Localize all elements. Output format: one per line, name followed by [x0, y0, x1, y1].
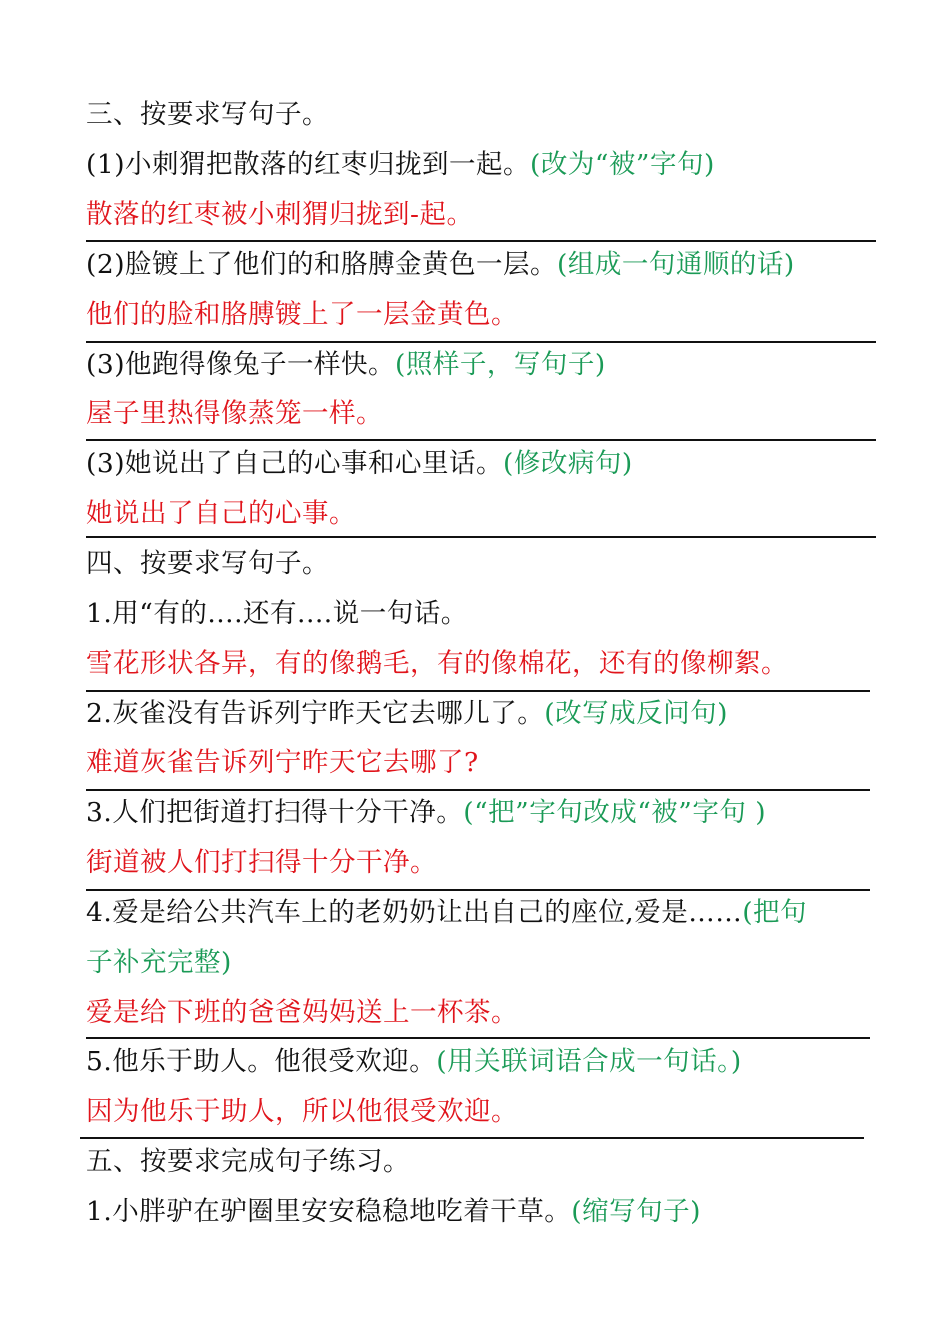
answer-text: 他们的脸和胳膊镀上了一层金黄色。 [86, 299, 518, 330]
question-text: (3)他跑得像兔子一样快。 [86, 349, 396, 380]
question-hint: (缩写句子) [571, 1196, 701, 1227]
question-line [86, 148, 890, 182]
answer-text: 她说出了自己的心事。 [86, 498, 356, 529]
answer-rule [86, 1037, 870, 1039]
answer-text: 街道被人们打扫得十分干净。 [86, 847, 437, 878]
question-text: 2.灰雀没有告诉列宁昨天它去哪儿了。 [86, 698, 545, 729]
answer-rule [86, 240, 876, 242]
section-heading: 五、按要求完成句子练习。 [86, 1146, 410, 1177]
question-hint: (用关联词语合成一句话。) [436, 1046, 742, 1077]
section-heading: 四、按要求写句子。 [86, 548, 329, 579]
section-heading: 三、按要求写句子。 [86, 99, 329, 130]
question-line [86, 1045, 890, 1079]
question-hint: (把句 [742, 897, 808, 928]
question-line [86, 597, 890, 631]
question-hint: (照样子，写句子) [395, 349, 606, 380]
question-line [86, 248, 890, 282]
question-line [86, 697, 890, 731]
question-hint-continuation: 子补充完整) [86, 947, 232, 978]
question-hint: (“把”字句改成“被”字句 ) [463, 797, 767, 828]
answer-text: 屋子里热得像蒸笼一样。 [86, 398, 383, 429]
question-hint: (修改病句) [503, 448, 633, 479]
answer-rule [86, 439, 876, 441]
question-text: (3)她说出了自己的心事和心里话。 [86, 448, 504, 479]
answer-text: 爱是给下班的爸爸妈妈送上一杯茶。 [86, 997, 518, 1028]
question-line [86, 348, 890, 382]
question-line [86, 796, 890, 830]
answer-rule [86, 341, 876, 343]
answer-text: 因为他乐于助人，所以他很受欢迎。 [86, 1096, 518, 1127]
answer-text: 难道灰雀告诉列宁昨天它去哪了? [86, 747, 479, 778]
question-line [86, 896, 890, 930]
question-text: (2)脸镀上了他们的和胳膊金黄色一层。 [86, 249, 558, 280]
question-hint: (改为“被”字句) [530, 149, 715, 180]
answer-rule [86, 789, 870, 791]
question-text: (1)小刺猬把散落的红枣归拢到一起。 [86, 149, 531, 180]
question-line [86, 447, 890, 481]
answer-rule [86, 536, 876, 538]
answer-rule [80, 1137, 864, 1139]
question-line [86, 1195, 890, 1229]
question-text: 1.用“有的....还有....说一句话。 [86, 598, 468, 629]
question-hint: (组成一句通顺的话) [557, 249, 795, 280]
answer-rule [86, 690, 870, 692]
answer-text: 雪花形状各异，有的像鹅毛，有的像棉花，还有的像柳絮。 [86, 648, 788, 679]
answer-text: 散落的红枣被小刺猬归拢到-起。 [86, 199, 474, 230]
question-text: 4.爱是给公共汽车上的老奶奶让出自己的座位,爱是…… [86, 897, 743, 928]
question-text: 1.小胖驴在驴圈里安安稳稳地吃着干草。 [86, 1196, 572, 1227]
question-text: 3.人们把街道打扫得十分干净。 [86, 797, 464, 828]
question-hint: (改写成反问句) [544, 698, 728, 729]
question-text: 5.他乐于助人。他很受欢迎。 [86, 1046, 437, 1077]
answer-rule [86, 889, 870, 891]
